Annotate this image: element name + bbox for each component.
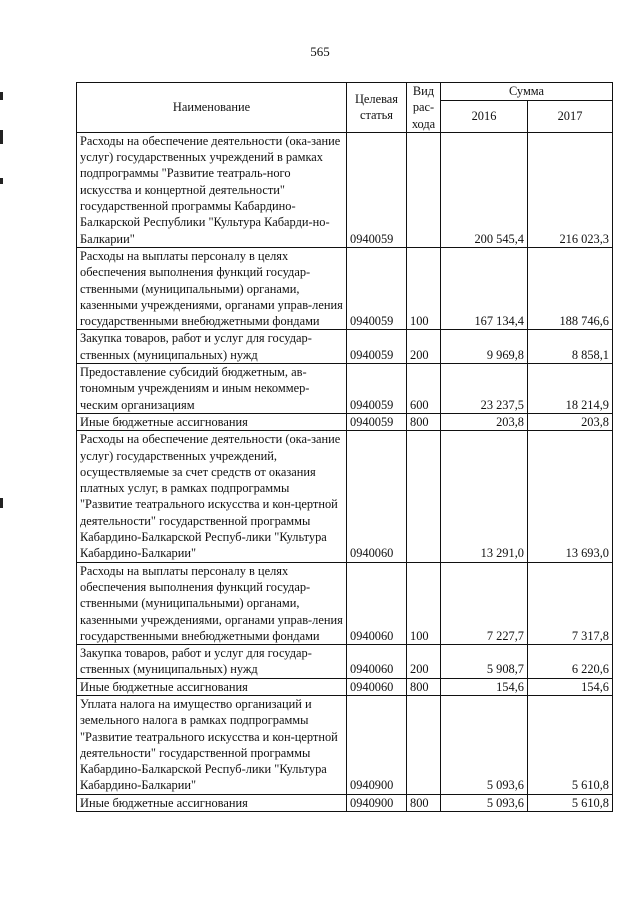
row-expense-type: 100 bbox=[407, 562, 441, 644]
row-sum-2016: 5 093,6 bbox=[441, 695, 528, 794]
row-sum-2017: 203,8 bbox=[528, 413, 613, 430]
row-sum-2016: 23 237,5 bbox=[441, 364, 528, 414]
row-expense-type bbox=[407, 132, 441, 247]
row-name: Расходы на обеспечение деятельности (ока-зание услуг) государственных учреждений в рамках подпрограммы "Развитие театраль-ного искусства и концертной деятельности" государственной программы Кабардино-Балкарской Республики "Культура Кабарди-но-Балкарии" bbox=[77, 132, 347, 247]
row-sum-2017: 6 220,6 bbox=[528, 645, 613, 679]
table-row bbox=[77, 330, 613, 364]
row-sum-2016: 7 227,7 bbox=[441, 562, 528, 644]
table-row bbox=[77, 431, 613, 562]
budget-table bbox=[76, 82, 613, 812]
row-sum-2016: 5 093,6 bbox=[441, 794, 528, 811]
row-name: Иные бюджетные ассигнования bbox=[77, 794, 347, 811]
row-sum-2017: 5 610,8 bbox=[528, 794, 613, 811]
row-sum-2017: 216 023,3 bbox=[528, 132, 613, 247]
row-name: Иные бюджетные ассигнования bbox=[77, 678, 347, 695]
row-sum-2016: 203,8 bbox=[441, 413, 528, 430]
row-target-code: 0940060 bbox=[347, 562, 407, 644]
table-row bbox=[77, 132, 613, 247]
row-expense-type: 200 bbox=[407, 645, 441, 679]
margin-mark bbox=[0, 130, 3, 144]
header-sum: Сумма bbox=[441, 83, 613, 101]
margin-mark bbox=[0, 92, 3, 100]
row-sum-2017: 7 317,8 bbox=[528, 562, 613, 644]
row-name: Расходы на выплаты персоналу в целях обеспечения выполнения функций государ-ственными (муниципальными) органами, казенными учреждениями, органами управ-ления государственными внебюджетными фондами bbox=[77, 247, 347, 329]
row-expense-type: 600 bbox=[407, 364, 441, 414]
row-sum-2016: 167 134,4 bbox=[441, 247, 528, 329]
row-target-code: 0940060 bbox=[347, 678, 407, 695]
row-name: Закупка товаров, работ и услуг для государ-ственных (муниципальных) нужд bbox=[77, 645, 347, 679]
header-year-2017: 2017 bbox=[528, 100, 613, 132]
table-row bbox=[77, 678, 613, 695]
row-expense-type: 800 bbox=[407, 794, 441, 811]
row-target-code: 0940900 bbox=[347, 695, 407, 794]
row-expense-type bbox=[407, 431, 441, 562]
header-vid: Вид рас-хода bbox=[407, 83, 441, 133]
row-sum-2017: 8 858,1 bbox=[528, 330, 613, 364]
row-target-code: 0940059 bbox=[347, 364, 407, 414]
row-target-code: 0940059 bbox=[347, 330, 407, 364]
page-number: 565 bbox=[310, 44, 330, 59]
row-sum-2016: 5 908,7 bbox=[441, 645, 528, 679]
row-name: Предоставление субсидий бюджетным, ав-тономным учреждениям и иным некоммер-ческим организациям bbox=[77, 364, 347, 414]
row-sum-2017: 154,6 bbox=[528, 678, 613, 695]
row-sum-2017: 5 610,8 bbox=[528, 695, 613, 794]
row-target-code: 0940060 bbox=[347, 645, 407, 679]
row-target-code: 0940900 bbox=[347, 794, 407, 811]
row-expense-type: 800 bbox=[407, 413, 441, 430]
row-sum-2017: 188 746,6 bbox=[528, 247, 613, 329]
row-target-code: 0940059 bbox=[347, 247, 407, 329]
row-expense-type bbox=[407, 695, 441, 794]
header-year-2016: 2016 bbox=[441, 100, 528, 132]
header-name: Наименование bbox=[77, 83, 347, 133]
table-row bbox=[77, 562, 613, 644]
row-target-code: 0940059 bbox=[347, 413, 407, 430]
row-name: Закупка товаров, работ и услуг для государ-ственных (муниципальных) нужд bbox=[77, 330, 347, 364]
row-name: Расходы на обеспечение деятельности (ока-зание услуг) государственных учреждений, осуществляемые за счет средств от оказания платных услуг, в рамках подпрограммы "Развитие театрального искусства и кон-цертной деятельности" государственной программы Кабардино-Балкарской Респуб-лики "Культура Кабардино-Балкарии" bbox=[77, 431, 347, 562]
row-sum-2016: 200 545,4 bbox=[441, 132, 528, 247]
row-expense-type: 200 bbox=[407, 330, 441, 364]
row-expense-type: 100 bbox=[407, 247, 441, 329]
header-target: Целевая статья bbox=[347, 83, 407, 133]
margin-mark bbox=[0, 498, 3, 508]
table-row bbox=[77, 645, 613, 679]
table-row bbox=[77, 413, 613, 430]
row-name: Расходы на выплаты персоналу в целях обеспечения выполнения функций государ-ственными (муниципальными) органами, казенными учреждениями, органами управ-ления государственными внебюджетными фондами bbox=[77, 562, 347, 644]
row-name: Уплата налога на имущество организаций и земельного налога в рамках подпрограммы "Развитие театрального искусства и кон-цертной деятельности" государственной программы Кабардино-Балкарской Респуб-лики "Культура Кабардино-Балкарии" bbox=[77, 695, 347, 794]
row-sum-2017: 18 214,9 bbox=[528, 364, 613, 414]
row-sum-2017: 13 693,0 bbox=[528, 431, 613, 562]
row-sum-2016: 154,6 bbox=[441, 678, 528, 695]
row-sum-2016: 13 291,0 bbox=[441, 431, 528, 562]
row-sum-2016: 9 969,8 bbox=[441, 330, 528, 364]
row-target-code: 0940060 bbox=[347, 431, 407, 562]
margin-mark bbox=[0, 178, 3, 184]
row-name: Иные бюджетные ассигнования bbox=[77, 413, 347, 430]
row-target-code: 0940059 bbox=[347, 132, 407, 247]
table-row bbox=[77, 247, 613, 329]
table-row bbox=[77, 364, 613, 414]
row-expense-type: 800 bbox=[407, 678, 441, 695]
table-row bbox=[77, 695, 613, 794]
table-row bbox=[77, 794, 613, 811]
